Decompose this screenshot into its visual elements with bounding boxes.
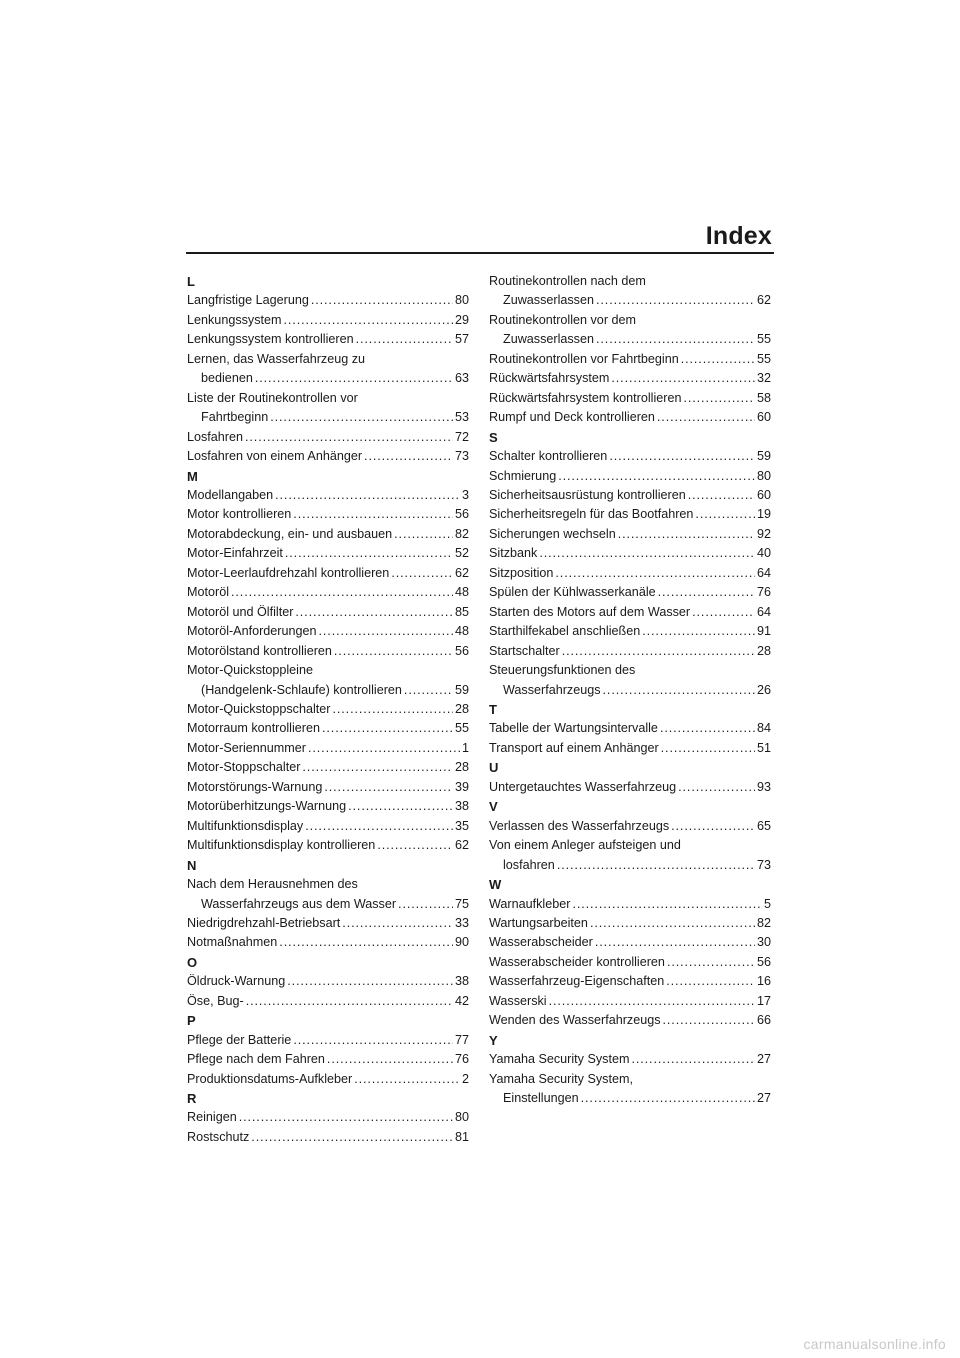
- index-letter-heading: S: [489, 429, 498, 445]
- dot-leader: [695, 505, 755, 524]
- index-entry: [489, 447, 771, 466]
- dot-leader: [394, 525, 453, 544]
- index-page-number: 27: [756, 1052, 771, 1067]
- dot-leader: [596, 291, 755, 310]
- index-entry-text: Wasserfahrzeugs: [503, 682, 601, 697]
- index-letter-heading: O: [187, 954, 198, 970]
- index-letter-heading: V: [489, 799, 498, 815]
- index-page-number: 64: [756, 565, 771, 580]
- dot-leader: [667, 953, 755, 972]
- index-entry-text: Startschalter: [489, 643, 560, 658]
- index-entry: [187, 719, 469, 738]
- index-page-number: 55: [756, 351, 771, 366]
- index-page-number: 3: [461, 487, 469, 502]
- index-page-number: 73: [756, 857, 771, 872]
- index-letter-heading: T: [489, 701, 497, 717]
- index-entry-text: Pflege der Batterie: [187, 1032, 292, 1047]
- index-letter-heading: P: [187, 1013, 196, 1029]
- index-entry-text: Warnaufkleber: [489, 896, 571, 911]
- index-entry-text: Schalter kontrollieren: [489, 449, 608, 464]
- index-entry: [187, 505, 469, 524]
- index-entry-text: Yamaha Security System,: [489, 1071, 633, 1086]
- dot-leader: [324, 778, 453, 797]
- index-entry: [187, 642, 469, 661]
- dot-leader: [302, 758, 453, 777]
- index-page-number: 40: [756, 546, 771, 561]
- index-entry: [489, 953, 771, 972]
- index-letter-heading: R: [187, 1091, 197, 1107]
- index-entry: [187, 836, 469, 855]
- index-page-number: 38: [454, 974, 469, 989]
- index-entry-text: losfahren: [503, 857, 555, 872]
- index-column-right: [489, 272, 771, 1108]
- dot-leader: [590, 914, 755, 933]
- dot-leader: [671, 817, 755, 836]
- index-entry-text: Motoröl: [187, 585, 229, 600]
- index-page-number: 60: [756, 410, 771, 425]
- index-page-number: 60: [756, 487, 771, 502]
- index-entry: [187, 564, 469, 583]
- index-entry-text: Losfahren von einem Anhänger: [187, 449, 363, 464]
- index-page-number: 85: [454, 604, 469, 619]
- index-page-number: 35: [454, 818, 469, 833]
- index-entry-text: Wasserfahrzeugs aus dem Wasser: [201, 896, 397, 911]
- index-entry: [489, 369, 771, 388]
- index-page-number: 63: [454, 371, 469, 386]
- dot-leader: [391, 564, 453, 583]
- dot-leader: [284, 311, 453, 330]
- index-entry: [489, 467, 771, 486]
- index-page-number: 77: [454, 1032, 469, 1047]
- index-entry-text: Pflege nach dem Fahren: [187, 1052, 325, 1067]
- index-entry-text: Rückwärtsfahrsystem kontrollieren: [489, 390, 682, 405]
- index-page-number: 52: [454, 546, 469, 561]
- index-page-number: 28: [454, 701, 469, 716]
- index-page-number: 82: [454, 526, 469, 541]
- dot-leader: [572, 895, 762, 914]
- index-entry: [187, 758, 469, 777]
- dot-leader: [688, 486, 755, 505]
- index-entry: [489, 836, 771, 875]
- dot-leader: [663, 1011, 755, 1030]
- index-entry: [489, 661, 771, 700]
- index-entry: [187, 933, 469, 952]
- dot-leader: [245, 428, 453, 447]
- index-entry-text: Fahrtbeginn: [201, 410, 269, 425]
- index-entry: [187, 428, 469, 447]
- dot-leader: [319, 622, 453, 641]
- dot-leader: [293, 505, 453, 524]
- dot-leader: [595, 933, 755, 952]
- index-letter-heading: Y: [489, 1032, 498, 1048]
- index-letter-heading: L: [187, 274, 195, 289]
- index-letter-heading: N: [187, 857, 197, 873]
- index-letter-heading: U: [489, 760, 499, 776]
- dot-leader: [683, 389, 755, 408]
- index-entry: [489, 739, 771, 758]
- index-entry: [187, 389, 469, 428]
- dot-leader: [293, 1031, 453, 1050]
- index-page-number: 65: [756, 818, 771, 833]
- index-entry-text: Steuerungsfunktionen des: [489, 663, 636, 678]
- index-page-number: 90: [454, 935, 469, 950]
- index-page-number: 84: [756, 721, 771, 736]
- index-entry: [489, 933, 771, 952]
- index-page-number: 56: [454, 507, 469, 522]
- index-entry: [489, 1011, 771, 1030]
- index-page-number: 5: [763, 896, 771, 911]
- dot-leader: [377, 836, 453, 855]
- index-page-number: 59: [454, 682, 469, 697]
- index-entry: [489, 350, 771, 369]
- dot-leader: [631, 1050, 755, 1069]
- dot-leader: [609, 447, 755, 466]
- index-entry-text: Multifunktionsdisplay: [187, 818, 304, 833]
- index-page-number: 80: [454, 293, 469, 308]
- index-entry-text: Wasserfahrzeug-Eigenschaften: [489, 974, 665, 989]
- index-entry: [187, 1031, 469, 1050]
- index-page-number: 62: [454, 838, 469, 853]
- index-page-number: 62: [454, 565, 469, 580]
- index-entry: [187, 486, 469, 505]
- dot-leader: [642, 622, 755, 641]
- index-entry-text: Rostschutz: [187, 1129, 250, 1144]
- index-entry: [187, 1128, 469, 1147]
- index-page-number: 2: [461, 1071, 469, 1086]
- index-entry: [187, 739, 469, 758]
- index-entry: [187, 291, 469, 310]
- index-entry: [187, 992, 469, 1011]
- index-entry-text: Motorüberhitzungs-Warnung: [187, 799, 347, 814]
- dot-leader: [681, 350, 755, 369]
- index-entry: [187, 797, 469, 816]
- index-entry: [489, 895, 771, 914]
- index-page-number: 58: [756, 390, 771, 405]
- index-entry-text: Rückwärtsfahrsystem: [489, 371, 610, 386]
- dot-leader: [618, 525, 755, 544]
- index-entry: [489, 583, 771, 602]
- index-entry-text: Transport auf einem Anhänger: [489, 740, 659, 755]
- index-entry: [489, 505, 771, 524]
- index-page-number: 16: [756, 974, 771, 989]
- index-entry: [489, 389, 771, 408]
- index-entry-text: Modellangaben: [187, 487, 274, 502]
- index-entry-text: Öse, Bug-: [187, 993, 244, 1008]
- index-entry: [489, 1050, 771, 1069]
- dot-leader: [596, 330, 755, 349]
- index-page-number: 64: [756, 604, 771, 619]
- index-entry-text: Motor-Einfahrzeit: [187, 546, 283, 561]
- dot-leader: [246, 992, 453, 1011]
- index-entry-text: bedienen: [201, 371, 253, 386]
- index-entry-text: Motor-Quickstoppleine: [187, 663, 313, 678]
- index-entry: [187, 1050, 469, 1069]
- index-page-number: 81: [454, 1129, 469, 1144]
- dot-leader: [348, 797, 453, 816]
- index-entry-text: Starthilfekabel anschließen: [489, 624, 641, 639]
- dot-leader: [666, 972, 755, 991]
- index-entry: [489, 719, 771, 738]
- index-entry-text: Motorstörungs-Warnung: [187, 779, 323, 794]
- title-rule: [186, 252, 774, 254]
- index-entry: [489, 642, 771, 661]
- index-entry-text: Verlassen des Wasserfahrzeugs: [489, 818, 670, 833]
- index-entry-text: Motoröl-Anforderungen: [187, 624, 317, 639]
- index-entry-text: Spülen der Kühlwasserkanäle: [489, 585, 656, 600]
- index-entry: [187, 661, 469, 700]
- index-entry: [489, 486, 771, 505]
- dot-leader: [295, 603, 453, 622]
- index-entry-text: Motoröl und Ölfilter: [187, 604, 294, 619]
- index-page-number: 1: [461, 740, 469, 755]
- index-entry-text: Nach dem Herausnehmen des: [187, 877, 358, 892]
- index-entry: [489, 778, 771, 797]
- dot-leader: [398, 895, 453, 914]
- index-entry-text: Motor kontrollieren: [187, 507, 292, 522]
- index-entry: [187, 817, 469, 836]
- index-page-number: 73: [454, 449, 469, 464]
- index-page-number: 17: [756, 993, 771, 1008]
- index-page-number: 27: [756, 1091, 771, 1106]
- index-entry-text: Motor-Quickstoppschalter: [187, 701, 331, 716]
- index-page-number: 76: [454, 1052, 469, 1067]
- index-entry-text: Motor-Stoppschalter: [187, 760, 301, 775]
- index-page-number: 91: [756, 624, 771, 639]
- dot-leader: [270, 408, 453, 427]
- index-entry-text: Niedrigdrehzahl-Betriebsart: [187, 915, 341, 930]
- index-entry-text: Sicherheitsausrüstung kontrollieren: [489, 487, 686, 502]
- dot-leader: [231, 583, 453, 602]
- dot-leader: [603, 681, 755, 700]
- dot-leader: [658, 583, 755, 602]
- dot-leader: [327, 1050, 453, 1069]
- dot-leader: [356, 330, 453, 349]
- index-page-number: 39: [454, 779, 469, 794]
- index-entry: [187, 1108, 469, 1127]
- index-page-number: 56: [454, 643, 469, 658]
- dot-leader: [334, 642, 453, 661]
- dot-leader: [342, 914, 453, 933]
- index-entry-text: Produktionsdatums-Aufkleber: [187, 1071, 353, 1086]
- index-page-number: 80: [756, 468, 771, 483]
- index-entry: [489, 972, 771, 991]
- index-page-number: 62: [756, 293, 771, 308]
- index-page-number: 48: [454, 585, 469, 600]
- index-entry: [187, 914, 469, 933]
- index-entry: [187, 875, 469, 914]
- index-entry-text: Losfahren: [187, 429, 244, 444]
- dot-leader: [308, 739, 460, 758]
- dot-leader: [611, 369, 755, 388]
- dot-leader: [562, 642, 755, 661]
- index-page-number: 80: [454, 1110, 469, 1125]
- index-page-number: 92: [756, 526, 771, 541]
- index-page-number: 55: [756, 332, 771, 347]
- dot-leader: [279, 933, 453, 952]
- page-title: Index: [705, 222, 772, 250]
- dot-leader: [255, 369, 453, 388]
- index-page-number: 33: [454, 915, 469, 930]
- index-page-number: 53: [454, 410, 469, 425]
- index-entry-text: Routinekontrollen vor Fahrtbeginn: [489, 351, 679, 366]
- index-entry-text: Motorölstand kontrollieren: [187, 643, 332, 658]
- index-page-number: 32: [756, 371, 771, 386]
- index-page-number: 48: [454, 624, 469, 639]
- index-page-number: 66: [756, 1013, 771, 1028]
- index-entry: [187, 583, 469, 602]
- index-entry-text: Wartungsarbeiten: [489, 915, 588, 930]
- dot-leader: [581, 1089, 755, 1108]
- index-entry-text: Motor-Seriennummer: [187, 740, 306, 755]
- index-entry: [187, 778, 469, 797]
- index-page-number: 26: [756, 682, 771, 697]
- dot-leader: [555, 564, 755, 583]
- dot-leader: [404, 681, 453, 700]
- index-page-number: 75: [454, 896, 469, 911]
- index-page-number: 19: [756, 507, 771, 522]
- index-column-left: [187, 272, 469, 1147]
- index-entry: [489, 311, 771, 350]
- dot-leader: [251, 1128, 453, 1147]
- index-page-number: 56: [756, 954, 771, 969]
- index-entry-text: Wenden des Wasserfahrzeugs: [489, 1013, 661, 1028]
- index-entry-text: Motor-Leerlaufdrehzahl kontrollieren: [187, 565, 390, 580]
- index-page-number: 42: [454, 993, 469, 1008]
- dot-leader: [549, 992, 755, 1011]
- dot-leader: [287, 972, 453, 991]
- watermark[interactable]: carmanualsonline.info: [803, 1336, 946, 1352]
- index-entry: [489, 272, 771, 311]
- dot-leader: [275, 486, 460, 505]
- index-page-number: 28: [454, 760, 469, 775]
- index-entry-text: Zuwasserlassen: [503, 332, 594, 347]
- index-entry-text: Einstellungen: [503, 1091, 579, 1106]
- index-entry: [187, 972, 469, 991]
- index-entry: [187, 330, 469, 349]
- index-entry: [489, 914, 771, 933]
- index-entry-text: Untergetauchtes Wasserfahrzeug: [489, 779, 677, 794]
- index-entry-text: Lernen, das Wasserfahrzeug zu: [187, 351, 366, 366]
- index-entry-text: Sitzbank: [489, 546, 538, 561]
- index-entry-text: Zuwasserlassen: [503, 293, 594, 308]
- index-entry-text: Sitzposition: [489, 565, 554, 580]
- index-entry: [187, 544, 469, 563]
- index-page-number: 57: [454, 332, 469, 347]
- index-entry: [489, 525, 771, 544]
- index-entry-text: Wasserski: [489, 993, 547, 1008]
- index-entry: [489, 992, 771, 1011]
- index-page-number: 93: [756, 779, 771, 794]
- index-entry-text: (Handgelenk-Schlaufe) kontrollieren: [201, 682, 402, 697]
- index-page-number: 28: [756, 643, 771, 658]
- index-page-number: 30: [756, 935, 771, 950]
- index-entry-text: Motorabdeckung, ein- und ausbauen: [187, 526, 393, 541]
- index-entry-text: Tabelle der Wartungsintervalle: [489, 721, 658, 736]
- index-entry: [187, 350, 469, 389]
- index-entry-text: Lenkungssystem kontrollieren: [187, 332, 354, 347]
- dot-leader: [354, 1070, 460, 1089]
- index-entry: [489, 603, 771, 622]
- index-page-number: 76: [756, 585, 771, 600]
- index-entry-text: Yamaha Security System: [489, 1052, 630, 1067]
- dot-leader: [239, 1108, 453, 1127]
- index-entry-text: Sicherungen wechseln: [489, 526, 616, 541]
- dot-leader: [661, 739, 755, 758]
- dot-leader: [660, 719, 755, 738]
- dot-leader: [678, 778, 755, 797]
- index-entry: [489, 622, 771, 641]
- dot-leader: [322, 719, 453, 738]
- index-entry: [489, 408, 771, 427]
- index-page-number: 38: [454, 799, 469, 814]
- index-page-number: 82: [756, 915, 771, 930]
- index-entry: [489, 564, 771, 583]
- dot-leader: [285, 544, 453, 563]
- index-entry-text: Notmaßnahmen: [187, 935, 278, 950]
- index-entry: [187, 622, 469, 641]
- index-entry-text: Multifunktionsdisplay kontrollieren: [187, 838, 376, 853]
- dot-leader: [364, 447, 453, 466]
- index-letter-heading: M: [187, 468, 198, 484]
- dot-leader: [539, 544, 755, 563]
- index-page-number: 72: [454, 429, 469, 444]
- dot-leader: [692, 603, 755, 622]
- index-page-number: 29: [454, 312, 469, 327]
- index-page-number: 55: [454, 721, 469, 736]
- index-entry-text: Von einem Anleger aufsteigen und: [489, 838, 681, 853]
- index-entry-text: Motorraum kontrollieren: [187, 721, 320, 736]
- index-entry-text: Sicherheitsregeln für das Bootfahren: [489, 507, 694, 522]
- dot-leader: [305, 817, 453, 836]
- dot-leader: [311, 291, 453, 310]
- dot-leader: [332, 700, 453, 719]
- dot-leader: [657, 408, 755, 427]
- dot-leader: [558, 467, 755, 486]
- index-entry-text: Schmierung: [489, 468, 557, 483]
- dot-leader: [557, 856, 755, 875]
- index-entry-text: Rumpf und Deck kontrollieren: [489, 410, 655, 425]
- index-entry: [187, 603, 469, 622]
- index-entry: [489, 1070, 771, 1109]
- index-entry-text: Öldruck-Warnung: [187, 974, 286, 989]
- index-entry-text: Routinekontrollen vor dem: [489, 312, 637, 327]
- index-entry-text: Wasserabscheider: [489, 935, 593, 950]
- index-page-number: 59: [756, 449, 771, 464]
- index-page-number: 51: [756, 740, 771, 755]
- index-entry-text: Reinigen: [187, 1110, 237, 1125]
- index-entry: [187, 700, 469, 719]
- index-entry: [489, 544, 771, 563]
- index-entry-text: Lenkungssystem: [187, 312, 282, 327]
- index-entry-text: Starten des Motors auf dem Wasser: [489, 604, 691, 619]
- index-entry-text: Wasserabscheider kontrollieren: [489, 954, 665, 969]
- index-entry: [187, 311, 469, 330]
- index-letter-heading: W: [489, 877, 502, 893]
- index-entry-text: Routinekontrollen nach dem: [489, 274, 646, 288]
- index-entry-text: Langfristige Lagerung: [187, 293, 309, 308]
- index-entry: [187, 447, 469, 466]
- index-entry: [187, 525, 469, 544]
- index-entry-text: Liste der Routinekontrollen vor: [187, 390, 358, 405]
- index-entry: [489, 817, 771, 836]
- index-entry: [187, 1070, 469, 1089]
